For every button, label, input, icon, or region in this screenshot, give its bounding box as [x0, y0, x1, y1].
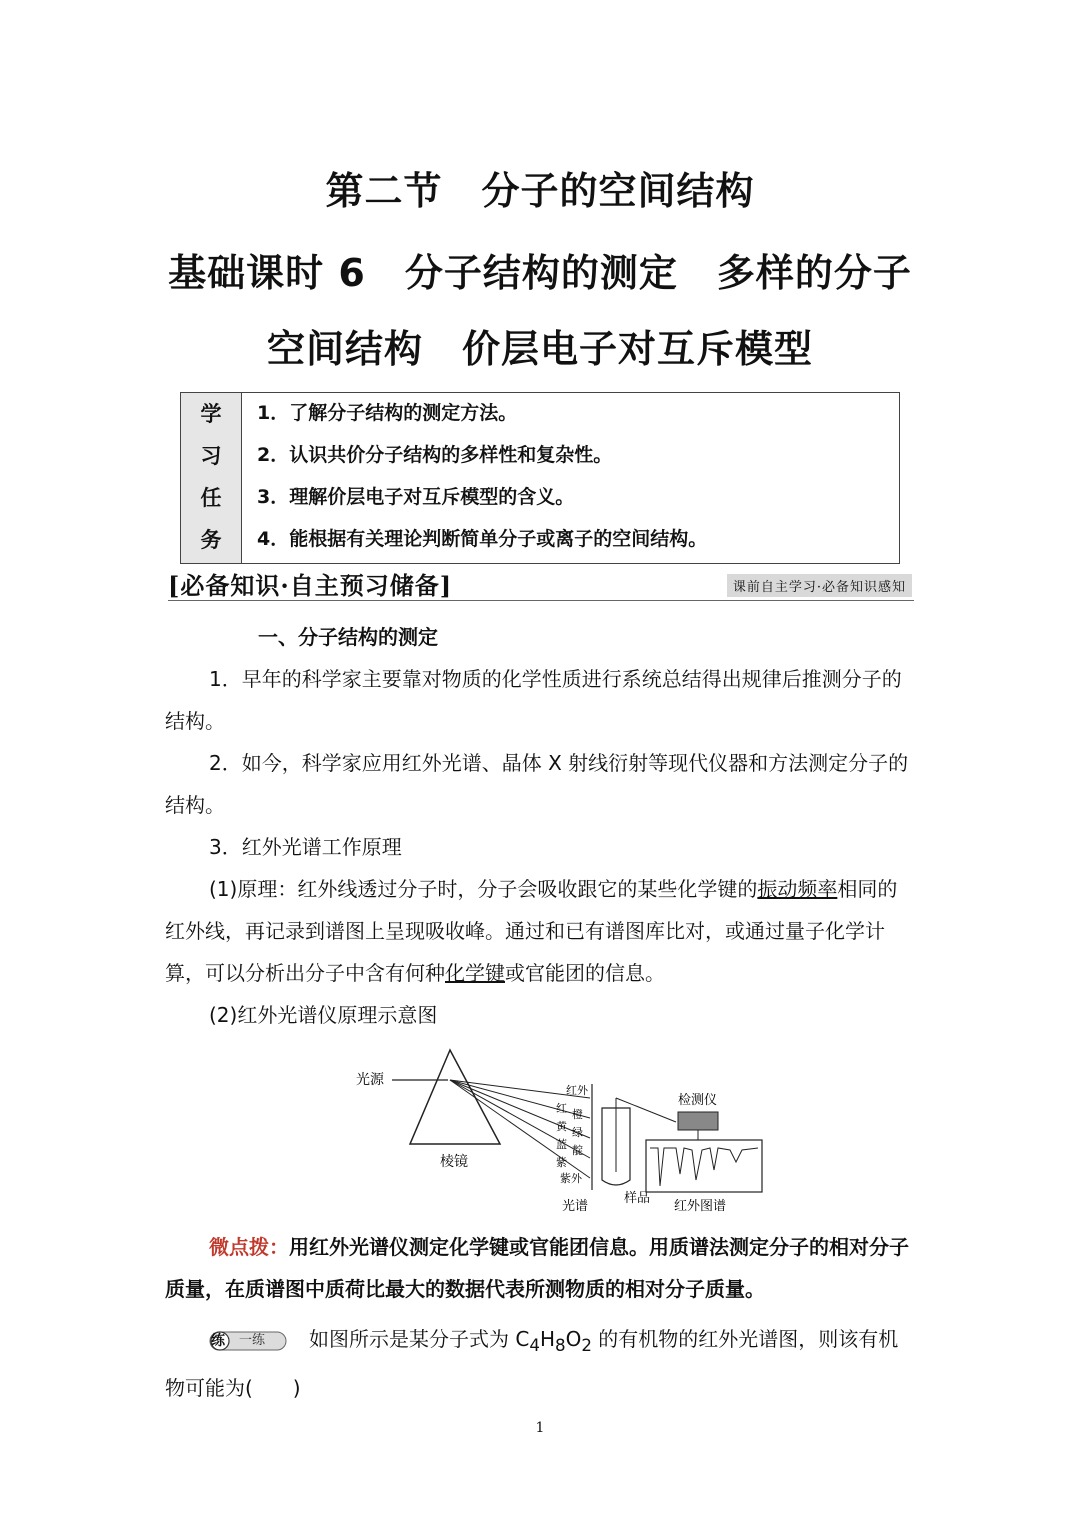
- section-bar: [168, 566, 914, 602]
- lesson-title-line1: 基础课时 6 分子结构的测定 多样的分子: [168, 251, 912, 295]
- objectives-label-char: 任: [200, 486, 222, 510]
- page-number: 1: [535, 1420, 545, 1436]
- practice-text-prefix: 如图所示是某分子式为 C: [309, 1327, 530, 1351]
- spectrum-label: 光谱: [562, 1199, 589, 1214]
- ir-chart-frame: [646, 1140, 762, 1192]
- ir-chart-label: 红外图谱: [674, 1199, 727, 1214]
- paragraph-2: 2．如今，科学家应用红外光谱、晶体 X 射线衍射等现代仪器和方法测定分子的结构。: [165, 751, 909, 817]
- formula-element: O: [565, 1327, 582, 1351]
- p4-mid: 相同的红外线，再记录到谱图上呈现吸收峰。通过和已有谱图库比对，或通过量子化学计算，可以分析出分子中含有何种: [165, 877, 898, 985]
- paragraph-1: 1．早年的科学家主要靠对物质的化学性质进行系统总结得出规律后推测分子的结构。: [165, 667, 902, 733]
- ir-chart-trace: [650, 1148, 758, 1186]
- objective-item: 1．了解分子结构的测定方法。: [257, 402, 518, 424]
- objective-item: 3．理解价层电子对互斥模型的含义。: [257, 486, 575, 508]
- paragraph-4: [165, 868, 917, 994]
- practice-badge-main: 练: [211, 1332, 225, 1349]
- tip-paragraph: [165, 1226, 917, 1310]
- practice-paragraph: [165, 1318, 917, 1409]
- ultraviolet-label: 紫外: [560, 1172, 582, 1185]
- prism-label: 棱镜: [440, 1154, 468, 1170]
- fill-blank-answer: 振动频率: [757, 877, 838, 901]
- formula-subscript: 2: [581, 1336, 592, 1355]
- practice-badge: [209, 1330, 287, 1352]
- infrared-label: 红外: [566, 1084, 588, 1097]
- practice-text-suffix: 的有机物的红外光谱图，则该有机物可能为( ): [165, 1327, 899, 1400]
- detector-label: 检测仪: [678, 1093, 718, 1108]
- formula-element: H: [539, 1327, 555, 1351]
- lesson-title-line2: 空间结构 价层电子对互斥模型: [266, 327, 813, 371]
- section-bar-label: [必备知识·自主预习储备]: [168, 571, 453, 600]
- color-label: 黄: [556, 1120, 567, 1133]
- objective-item: 4．能根据有关理论判断简单分子或离子的空间结构。: [257, 528, 708, 550]
- objectives-label-char: 学: [200, 402, 222, 426]
- section-divider: [168, 600, 914, 601]
- color-label: 紫: [556, 1156, 567, 1169]
- p4-suffix: 或官能团的信息。: [505, 961, 665, 985]
- learning-objectives-box: [180, 392, 900, 564]
- light-source-label: 光源: [356, 1072, 384, 1088]
- section-title: 第二节 分子的空间结构: [325, 169, 755, 213]
- objectives-label: [181, 393, 242, 563]
- sample-label: 样品: [624, 1191, 651, 1206]
- p4-prefix: (1)原理：红外线透过分子时，分子会吸收跟它的某些化学键的: [209, 877, 758, 901]
- fill-blank-answer: 化学键: [445, 961, 505, 985]
- tip-text: 用红外光谱仪测定化学键或官能团信息。用质谱法测定分子的相对分子质量，在质谱图中质荷比最大的数据代表所测物质的相对分子质量。: [165, 1235, 909, 1301]
- infrared-beam: [616, 1098, 676, 1122]
- section-bar-tag: 课前自主学习·必备知识感知: [727, 574, 912, 597]
- objective-item: 2．认识共价分子结构的多样性和复杂性。: [257, 444, 613, 466]
- formula-subscript: 4: [529, 1336, 540, 1355]
- objectives-label-char: 务: [200, 528, 222, 552]
- formula-subscript: 8: [554, 1336, 566, 1355]
- color-label: 绿: [572, 1126, 583, 1139]
- ir-spectrometer-diagram: [340, 1040, 780, 1220]
- tip-label: 微点拨：: [209, 1235, 289, 1259]
- content-heading: 一、分子结构的测定: [258, 625, 438, 649]
- color-label: 红: [556, 1102, 567, 1115]
- paragraph-5: (2)红外光谱仪原理示意图: [209, 1003, 438, 1027]
- practice-badge-sub: 一练: [239, 1332, 266, 1348]
- color-label: 靛: [572, 1144, 583, 1157]
- objectives-label-char: 习: [200, 444, 222, 468]
- color-label: 蓝: [556, 1138, 567, 1151]
- prism-shape: [410, 1050, 500, 1144]
- paragraph-3: 3．红外光谱工作原理: [209, 835, 402, 859]
- detector-box: [678, 1112, 718, 1130]
- color-label: 橙: [572, 1108, 583, 1121]
